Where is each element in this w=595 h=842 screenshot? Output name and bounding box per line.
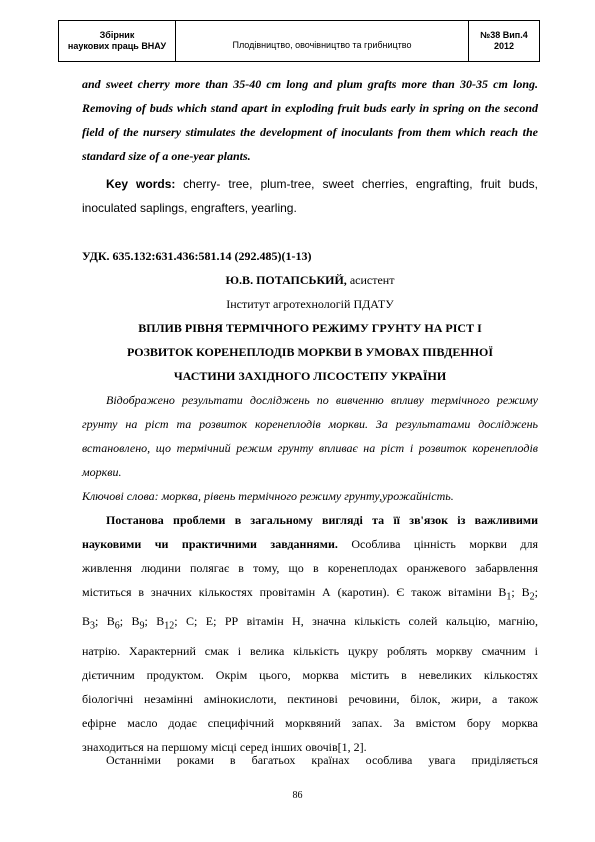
body-line-text: ; В [95,614,115,629]
title-line: ВПЛИВ РІВНЯ ТЕРМІЧНОГО РЕЖИМУ ГРУНТУ НА РІСТ І [138,321,482,335]
subscript: 9 [139,620,145,632]
header-journal-line2: наукових праць ВНАУ [67,41,167,51]
english-abstract: and sweet cherry more than 35-40 cm long and plum grafts more than 30-35 cm long. Removing of buds which stand apart in exploding fruit buds early in spring on the second field of the nursery stimulates the development of inoculants from them which reach the standard size of a one-year plants. [82,77,538,163]
header-section: Плодівництво, овочівництво та грибництво [176,21,469,61]
key-words-text: cherry- tree, plum-tree, sweet cherries, engrafting, fruit buds, inoculated saplings, engrafters, yearling. [82,177,538,215]
body-line-text: В [82,614,91,629]
key-words-label: Key words: [106,177,176,191]
body-line [82,508,538,532]
body-line-text: ; В [511,585,530,599]
body-line: міститься в значних кількостях провітамін А (каротин). Є також вітаміни $В_1$; $В_2$; [82,585,538,603]
institution: Інститут агротехнологій ПДАТУ [226,297,394,311]
body-line: живлення людини полягає в тому, що в коренеплодах оранжевого забарвлення [82,561,538,575]
page-number: 86 [292,790,303,801]
header-journal-line1: Збірник [99,30,135,40]
body-line: біологічні незамінні амінокислоти, пектинові речовини, білок, жири, а також [82,691,538,706]
subscript: 12 [164,620,175,632]
title-line: РОЗВИТОК КОРЕНЕПЛОДІВ МОРКВИ В УМОВАХ ПІВДЕННОЇ [126,345,494,359]
body-line-text: ; В [119,614,140,629]
body-line: ефірне масло додає специфічний морквяний запах. За вмістом бору морква [82,715,538,730]
body-paragraph-1 [82,508,538,759]
title-line: ЧАСТИНИ ЗАХІДНОГО ЛІСОСТЕПУ УКРАЇНИ [173,369,447,383]
author-line [82,268,538,292]
body-line-text: Особлива цінність моркви для [351,537,539,551]
author-name: Ю.В. ПОТАПСЬКИЙ, [225,273,347,287]
body-line [82,532,538,556]
running-header [58,20,540,62]
udk-code: УДК. 635.132:631.436:581.14 (292.485)(1-13) [82,249,312,263]
article-title [82,316,538,388]
subscript: 1 [506,591,512,603]
body-line: знаходиться на першому місці серед інших овочів[1, 2]. [82,739,367,754]
subscript: 2 [529,591,535,603]
header-issue-line1: №38 Вип.4 [480,30,528,40]
body-line [82,609,538,638]
body-paragraph-2: Останніми роками в багатьох країнах особлива увага приділяється [106,753,538,767]
ukrainian-abstract: Відображено результати досліджень по вивченню впливу термічного режиму грунту на ріст та розвиток коренеплодів моркви. За результатами досліджень встановлено, що термічний режим грунту впливає на ріст і розвиток коренеплодів моркви. [82,393,538,479]
english-keywords [82,172,538,220]
body-line: натрію. Характерний смак і велика кількість цукру роблять моркву смачним і [82,643,538,658]
author-role: асистент [346,273,395,287]
subscript: 3 [90,620,96,632]
problem-statement-end: науковими чи практичними завданнями. [82,537,338,551]
header-issue [469,21,539,61]
ukrainian-keywords: Ключові слова: морква, рівень термічного режиму грунту,урожайність. [82,489,454,503]
header-journal [59,21,176,61]
body-line-text: Постанова проблеми в загальному вигляді та її зв'язок із важливими [106,513,538,527]
body-line: дієтичним продуктом. Окрім цього, морква містить в невеликих кількостях [82,667,538,682]
body-line-text: міститься в значних кількостях провітамін А (каротин). Є також вітаміни В [82,585,507,599]
body-line-text: ; С; Е; РР вітамін Н, значна кількість солей кальцію, магнію, [174,614,539,629]
header-issue-line2: 2012 [493,41,515,51]
body-line-text: ; В [144,614,165,629]
subscript: 6 [114,620,120,632]
